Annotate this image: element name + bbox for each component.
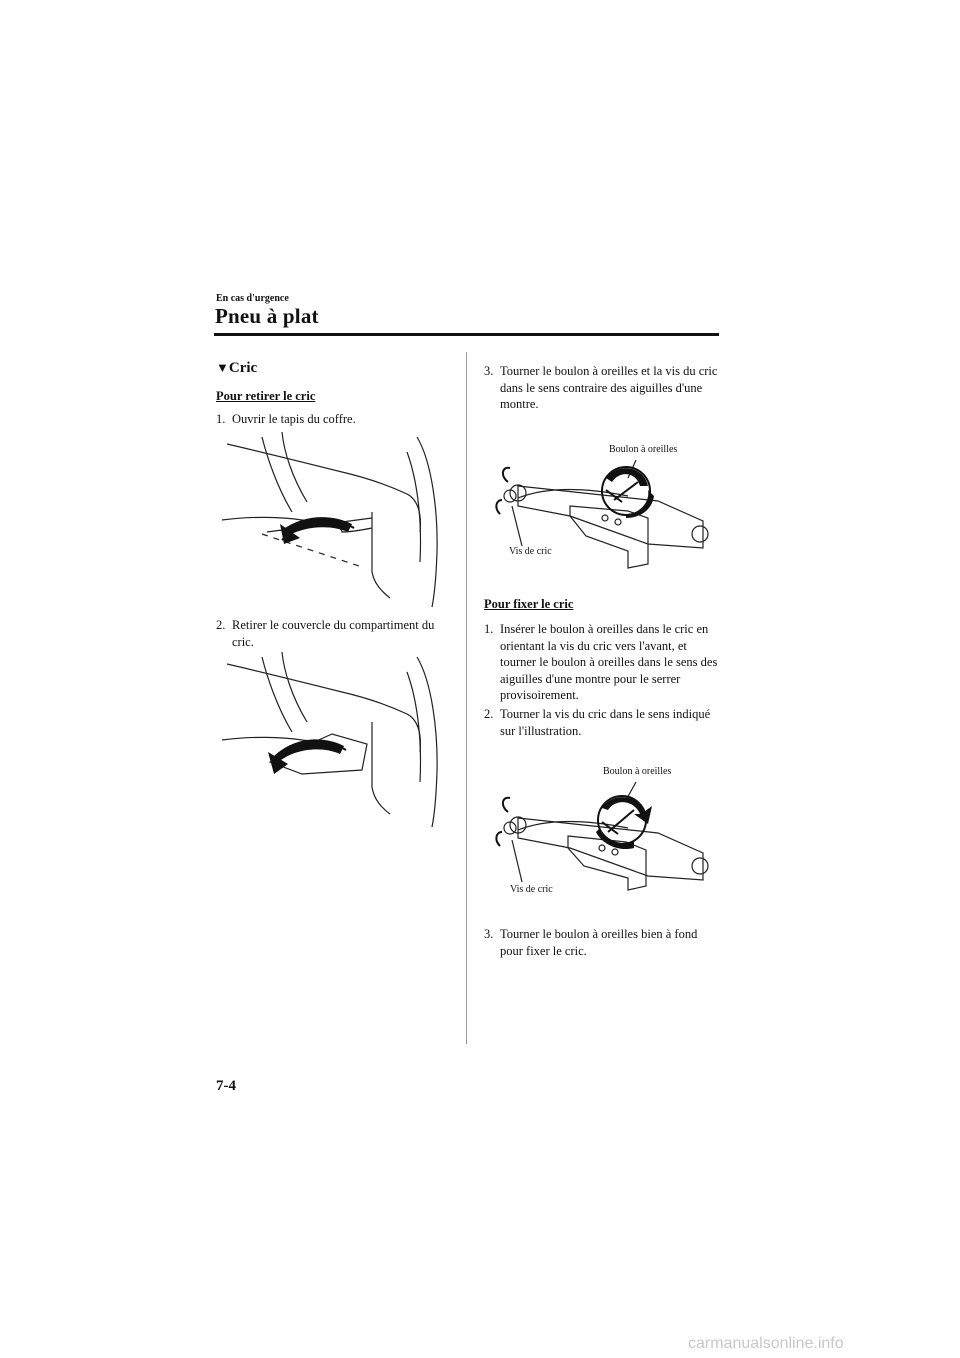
jack-screw-caption-1: Vis de cric xyxy=(509,546,552,557)
remove-step-1 xyxy=(216,411,456,428)
step-text: Tourner le boulon à oreilles bien à fond pour fixer le cric. xyxy=(500,927,698,958)
chapter-label: En cas d'urgence xyxy=(216,293,289,304)
jack-illustration-loosen xyxy=(488,456,718,571)
column-divider xyxy=(466,352,467,1044)
step-number: 1. xyxy=(484,622,494,636)
step-number: 2. xyxy=(216,618,226,632)
page-number: 7-4 xyxy=(216,1078,236,1094)
wing-bolt-caption-1: Boulon à oreilles xyxy=(609,444,678,455)
jack-illustration-tighten xyxy=(488,778,718,893)
step-number: 3. xyxy=(484,364,494,378)
secure-step-1 xyxy=(484,621,720,704)
title-rule xyxy=(214,333,719,336)
step-number: 1. xyxy=(216,412,226,426)
step-number: 2. xyxy=(484,707,494,721)
step-text: Insérer le boulon à oreilles dans le cric en orientant la vis du cric vers l'avant, et tourner le boulon à oreilles dans le sens des aiguilles d'une montre pour le serrer provisoirement. xyxy=(500,622,718,702)
wing-bolt-caption-2: Boulon à oreilles xyxy=(603,766,672,777)
secure-step-3 xyxy=(484,926,720,959)
secure-heading: Pour fixer le cric xyxy=(484,597,574,611)
remove-step-3 xyxy=(484,363,720,413)
jack-screw-caption-2: Vis de cric xyxy=(510,884,553,895)
step-number: 3. xyxy=(484,927,494,941)
page-title: Pneu à plat xyxy=(215,304,319,328)
jack-cover-illustration xyxy=(222,652,447,827)
triangle-marker-icon: ▼ xyxy=(216,360,229,375)
remove-heading: Pour retirer le cric xyxy=(216,389,316,403)
step-text: Tourner la vis du cric dans le sens indiqué sur l'illustration. xyxy=(500,707,711,738)
step-text: Retirer le couvercle du compartiment du cric. xyxy=(232,618,435,649)
trunk-mat-illustration xyxy=(222,432,447,607)
remove-step-2 xyxy=(216,617,456,650)
step-text: Tourner le boulon à oreilles et la vis du cric dans le sens contraire des aiguilles d'une montre. xyxy=(500,364,718,411)
watermark: carmanualsonline.info xyxy=(688,1335,844,1352)
section-heading xyxy=(216,360,257,377)
section-title: Cric xyxy=(228,360,258,376)
secure-step-2 xyxy=(484,706,720,739)
step-text: Ouvrir le tapis du coffre. xyxy=(232,412,356,426)
